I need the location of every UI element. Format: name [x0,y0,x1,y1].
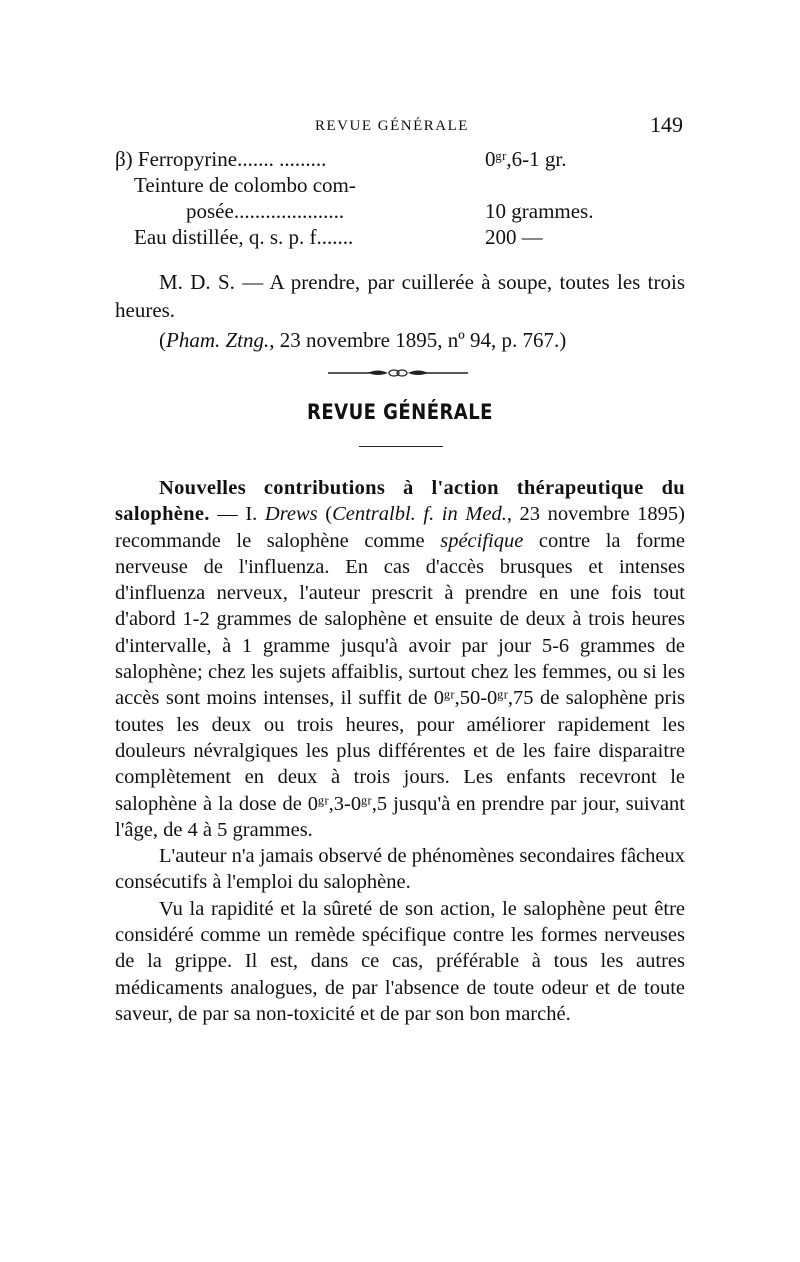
running-title: REVUE GÉNÉRALE [315,118,469,134]
paragraph-text: contre la forme nerveuse de l'influenza. En cas d'accès brusques et intenses d'influenza nerveux, l'auteur prescrit à prendre en une fois tout d'abord 1-2 grammes de salophène et ensuite de deux à trois heures d'intervalle, à 1 gramme jusqu'à avoir par jour 5-6 grammes de salophène; chez les sujets affaiblis, surtout chez les femmes, ou si les accès sont moins intenses, il suffit de 0ᵍʳ,50-0ᵍʳ,75 de salophène pris toutes les deux ou trois heures, pour améliorer rapidement les douleurs névralgiques les plus différentes et de les faire disparaitre complètement en deux à trois jours. Les enfants recevront le salophène à la dose de 0ᵍʳ,3-0ᵍʳ,5 jusqu'à en prendre par jour, suivant l'âge, de 4 à 5 grammes. [115,529,685,841]
formula-row [115,224,685,250]
formula-row [115,172,685,198]
citation-journal: Pham. Ztng. [166,328,270,352]
paragraph: Vu la rapidité et la sûreté de son action, le salophène peut être considéré comme un remède spécifique contre les formes nerveuses de la grippe. Il est, dans ce cas, préférable à tous les autres médicaments analogues, de par l'absence de toute odeur et de toute saveur, de par sa non-toxicité et de par son bon marché. [115,897,685,1025]
title-underline [359,446,443,447]
citation-details: , 23 novembre 1895, nº 94, p. 767.) [269,328,567,352]
formula-row [115,146,685,172]
formula-ingredient: Teinture de colombo com- [134,173,356,197]
formula-row [115,198,685,224]
citation-reference [115,326,685,354]
article-body [115,475,685,1027]
running-head [115,112,685,142]
author-name: Drews [264,503,318,526]
page-number: 149 [650,112,683,137]
dosage-instruction: M. D. S. — A prendre, par cuillerée à soupe, toutes les trois heures. [115,270,685,322]
formula-ingredient: β) Ferropyrine....... ......... [115,147,327,171]
prescription-formula [115,146,685,250]
formula-quantity: 200 — [485,225,543,249]
formula-ingredient: posée..................... [186,199,345,223]
source-rest: , 23 novembre 1895) recommande le salophène comme [115,503,685,552]
formula-quantity: 10 grammes. [485,199,594,223]
formula-ingredient: Eau distillée, q. s. p. f....... [134,225,354,249]
paragraph [115,475,685,843]
formula-quantity: 0ᵍʳ,6-1 gr. [485,147,567,171]
decorative-rule-ornament [328,366,468,378]
section-title: REVUE GÉNÉRALE [307,400,493,424]
citation-open: ( [159,328,166,352]
source-open: ( [317,503,333,526]
author-prefix: — I. [209,503,265,526]
article-lead-title: Nouvelles contributions à l'action thérapeutique du salophène. [115,477,685,526]
emphasis-specifique: spécifique [440,529,524,552]
source-journal: Centralbl. f. in Med. [332,503,507,526]
paragraph: L'auteur n'a jamais observé de phénomènes secondaires fâcheux consécutifs à l'emploi du salophène. [115,845,685,894]
